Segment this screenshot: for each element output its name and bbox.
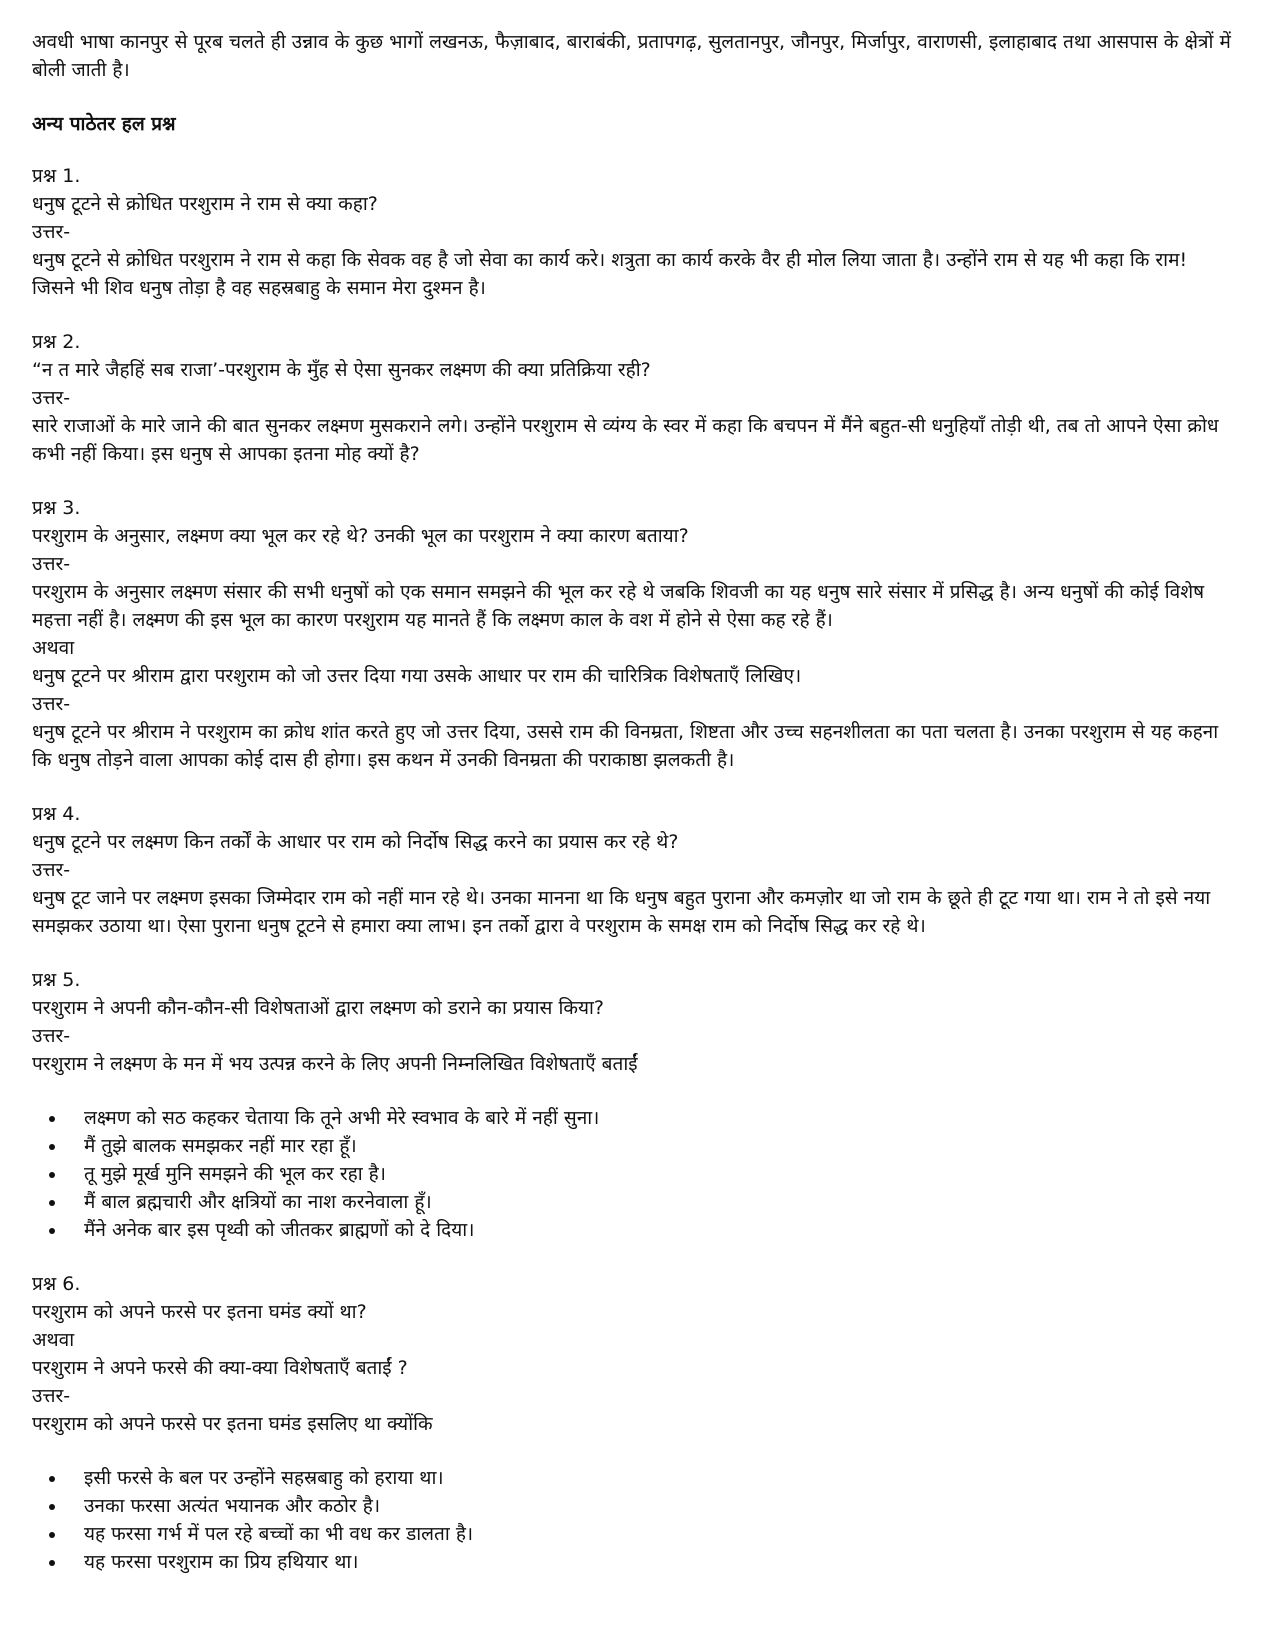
list-item: यह फरसा गर्भ में पल रहे बच्चों का भी वध कर डालता है। bbox=[84, 1520, 1231, 1548]
answer-label: उत्तर- bbox=[32, 221, 71, 243]
answer-label: उत्तर- bbox=[32, 553, 71, 575]
list-item: यह फरसा परशुराम का प्रिय हथियार था। bbox=[84, 1548, 1231, 1576]
answer-label: उत्तर- bbox=[32, 693, 71, 715]
question-number: प्रश्न 4. bbox=[32, 803, 81, 825]
or-label: अथवा bbox=[32, 1329, 75, 1351]
question-text: परशुराम को अपने फरसे पर इतना घमंड क्यों था? bbox=[32, 1301, 367, 1323]
answer-text: सारे राजाओं के मारे जाने की बात सुनकर लक्ष्मण मुसकराने लगे। उन्होंने परशुराम से व्यंग्य के स्वर में कहा कि बचपन में मैंने बहुत-सी धनुहियाँ तोड़ी थी, तब तो आपने ऐसा क्रोध कभी नहीं किया। इस धनुष से आपका इतना मोह क्यों है? bbox=[32, 415, 1219, 465]
list-item: मैं बाल ब्रह्मचारी और क्षत्रियों का नाश करनेवाला हूँ। bbox=[84, 1188, 1231, 1216]
question-block-4 bbox=[32, 800, 1231, 940]
bullet-list bbox=[32, 1104, 1231, 1244]
list-item: मैंने अनेक बार इस पृथ्वी को जीतकर ब्राह्मणों को दे दिया। bbox=[84, 1216, 1231, 1244]
list-item: उनका फरसा अत्यंत भयानक और कठोर है। bbox=[84, 1492, 1231, 1520]
section-title: अन्य पाठेतर हल प्रश्न bbox=[32, 113, 176, 135]
answer-text: परशुराम को अपने फरसे पर इतना घमंड इसलिए था क्योंकि bbox=[32, 1413, 433, 1435]
answer-label: उत्तर- bbox=[32, 1385, 71, 1407]
answer-text: धनुष टूटने से क्रोधित परशुराम ने राम से कहा कि सेवक वह है जो सेवा का कार्य करे। शत्रुता का कार्य करके वैर ही मोल लिया जाता है। उन्होंने राम से यह भी कहा कि राम! जिसने भी शिव धनुष तोड़ा है वह सहस्रबाहु के समान मेरा दुश्मन है। bbox=[32, 249, 1188, 299]
list-item: इसी फरसे के बल पर उन्होंने सहस्रबाहु को हराया था। bbox=[84, 1464, 1231, 1492]
intro-paragraph: अवधी भाषा कानपुर से पूरब चलते ही उन्नाव के कुछ भागों लखनऊ, फैज़ाबाद, बाराबंकी, प्रतापगढ़, सुलतानपुर, जौनपुर, मिर्जापुर, वाराणसी, इलाहाबाद तथा आसपास के क्षेत्रों में बोली जाती है। bbox=[32, 31, 1231, 81]
question-text: धनुष टूटने से क्रोधित परशुराम ने राम से क्या कहा? bbox=[32, 193, 378, 215]
question-number: प्रश्न 2. bbox=[32, 331, 81, 353]
question-text: परशुराम ने अपनी कौन-कौन-सी विशेषताओं द्वारा लक्ष्मण को डराने का प्रयास किया? bbox=[32, 997, 604, 1019]
answer-label: उत्तर- bbox=[32, 859, 71, 881]
alt-question-text: परशुराम ने अपने फरसे की क्या-क्या विशेषताएँ बताईं ? bbox=[32, 1357, 408, 1379]
question-block-2 bbox=[32, 328, 1231, 468]
alt-question-text: धनुष टूटने पर श्रीराम द्वारा परशुराम को जो उत्तर दिया गया उसके आधार पर राम की चारित्रिक विशेषताएँ लिखिए। bbox=[32, 665, 802, 687]
answer-text: धनुष टूट जाने पर लक्ष्मण इसका जिम्मेदार राम को नहीं मान रहे थे। उनका मानना था कि धनुष बहुत पुराना और कमज़ोर था जो राम के छूते ही टूट गया था। राम ने तो इसे नया समझकर उठाया था। ऐसा पुराना धनुष टूटने से हमारा क्या लाभ। इन तर्को द्वारा वे परशुराम के समक्ष राम को निर्दोष सिद्ध कर रहे थे। bbox=[32, 887, 1211, 937]
list-item: मैं तुझे बालक समझकर नहीं मार रहा हूँ। bbox=[84, 1132, 1231, 1160]
answer-label: उत्तर- bbox=[32, 387, 71, 409]
bullet-list bbox=[32, 1464, 1231, 1576]
question-text: धनुष टूटने पर लक्ष्मण किन तर्कों के आधार पर राम को निर्दोष सिद्ध करने का प्रयास कर रहे थे? bbox=[32, 831, 679, 853]
or-label: अथवा bbox=[32, 637, 75, 659]
alt-answer-text: धनुष टूटने पर श्रीराम ने परशुराम का क्रोध शांत करते हुए जो उत्तर दिया, उससे राम की विनम्रता, शिष्टता और उच्च सहनशीलता का पता चलता है। उनका परशुराम से यह कहना कि धनुष तोड़ने वाला आपका कोई दास ही होगा। इस कथन में उनकी विनम्रता की पराकाष्ठा झलकती है। bbox=[32, 721, 1219, 771]
answer-label: उत्तर- bbox=[32, 1025, 71, 1047]
question-block-3 bbox=[32, 494, 1231, 774]
list-item: तू मुझे मूर्ख मुनि समझने की भूल कर रहा है। bbox=[84, 1160, 1231, 1188]
question-number: प्रश्न 5. bbox=[32, 969, 81, 991]
question-block-5 bbox=[32, 966, 1231, 1244]
question-number: प्रश्न 1. bbox=[32, 165, 81, 187]
question-block-6 bbox=[32, 1270, 1231, 1576]
list-item: लक्ष्मण को सठ कहकर चेताया कि तूने अभी मेरे स्वभाव के बारे में नहीं सुना। bbox=[84, 1104, 1231, 1132]
answer-text: परशुराम ने लक्ष्मण के मन में भय उत्पन्न करने के लिए अपनी निम्नलिखित विशेषताएँ बताईं bbox=[32, 1053, 638, 1075]
question-text: परशुराम के अनुसार, लक्ष्मण क्या भूल कर रहे थे? उनकी भूल का परशुराम ने क्या कारण बताया? bbox=[32, 525, 689, 547]
question-number: प्रश्न 3. bbox=[32, 497, 81, 519]
question-text: “न त मारे जैहहिं सब राजा’-परशुराम के मुँह से ऐसा सुनकर लक्ष्मण की क्या प्रतिक्रिया रही? bbox=[32, 359, 651, 381]
answer-text: परशुराम के अनुसार लक्ष्मण संसार की सभी धनुषों को एक समान समझने की भूल कर रहे थे जबकि शिवजी का यह धनुष सारे संसार में प्रसिद्ध है। अन्य धनुषों की कोई विशेष महत्ता नहीं है। लक्ष्मण की इस भूल का कारण परशुराम यह मानते हैं कि लक्ष्मण काल के वश में होने से ऐसा कह रहे हैं। bbox=[32, 581, 1205, 631]
question-number: प्रश्न 6. bbox=[32, 1273, 81, 1295]
question-block-1 bbox=[32, 162, 1231, 302]
